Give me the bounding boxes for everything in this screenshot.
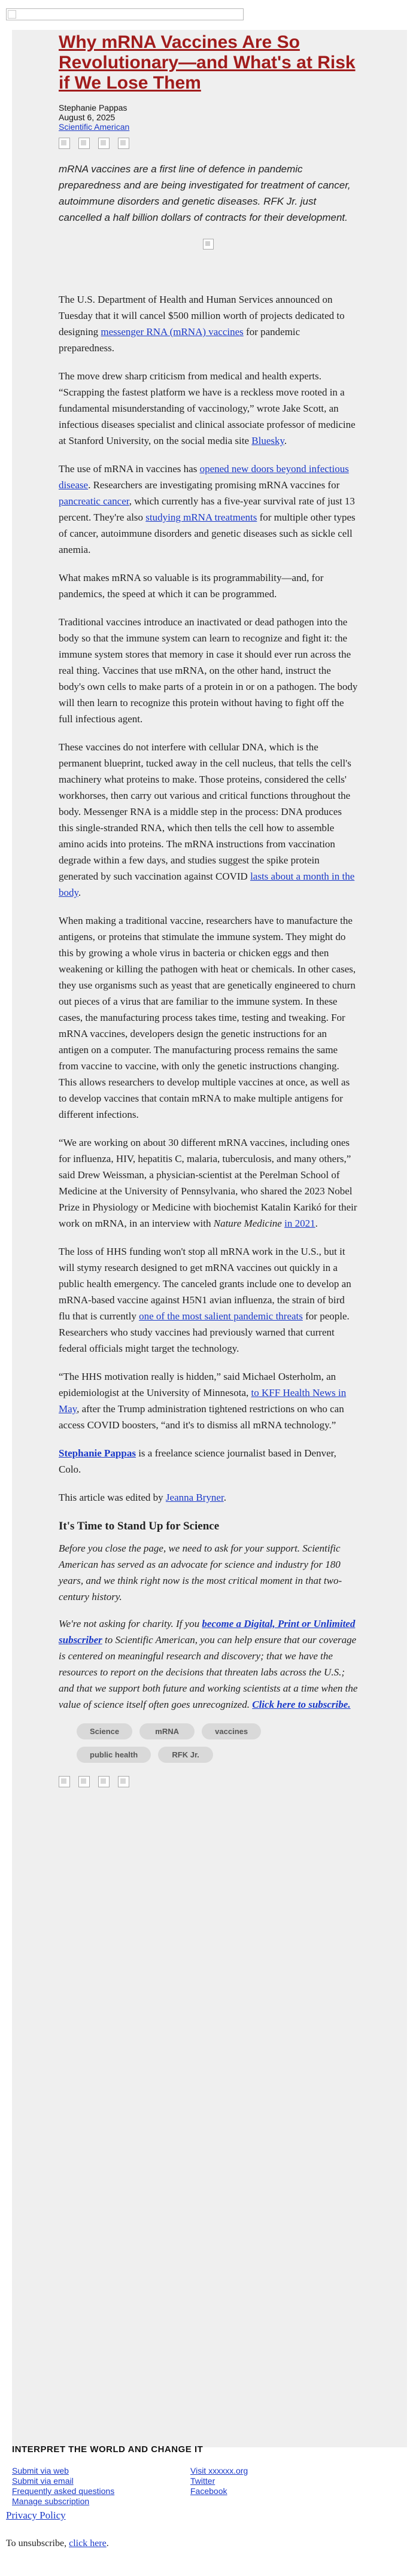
hero-image-icon xyxy=(203,239,214,250)
email-content xyxy=(12,30,407,2447)
share-icon[interactable] xyxy=(98,138,110,149)
article-column xyxy=(59,30,358,1787)
inline-link[interactable]: in 2021 xyxy=(284,1218,315,1229)
editor-link[interactable]: Jeanna Bryner xyxy=(165,1492,224,1503)
inline-link[interactable]: messenger RNA (mRNA) vaccines xyxy=(101,326,244,337)
publication-link[interactable]: Scientific American xyxy=(59,122,130,132)
inline-link[interactable]: to KFF Health News in May xyxy=(59,1387,347,1415)
click-to-subscribe-link[interactable]: Click here to subscribe. xyxy=(252,1699,351,1710)
support-section xyxy=(59,1520,358,1713)
manage-subscription-link[interactable]: Manage subscription xyxy=(12,2496,90,2506)
privacy-policy-link[interactable]: Privacy Policy xyxy=(6,2510,66,2521)
inline-link[interactable]: pancreatic cancer xyxy=(59,495,129,507)
share-icon[interactable] xyxy=(78,1776,90,1787)
article-meta xyxy=(59,103,358,132)
support-paragraph: We're not asking for charity. If you become a Digital, Print or Unlimited subscriber to Scientific American, you can help ensure that our coverage is centered on meaningful research and discovery; that we have the resources to report on the decisions that threaten labs across the U.S.; and that we support both future and working scientists at a time when the value of science itself often goes unrecognized. Click here to subscribe. xyxy=(59,1618,358,1710)
submit-web-link[interactable]: Submit via web xyxy=(12,2466,69,2475)
subscribe-link[interactable]: become a Digital, Print or Unlimited subscriber xyxy=(59,1618,356,1646)
paragraph: What makes mRNA so valuable is its programmability—and, for pandemics, the speed at which it can be programmed. xyxy=(59,572,324,600)
paragraph: When making a traditional vaccine, researchers have to manufacture the antigens, or proteins that stimulate the immune system. They might do this by growing a whole virus in bacteria or chicken eggs and then weakening or killing the pathogen with heat or chemicals. In other cases, they use organisms such as yeast that are genetically engineered to churn out pieces of a virus that are familiar to the immune system. In these cases, the manufacturing process takes time, testing and tweaking. For mRNA vaccines, developers design the genetic instructions for an antigen on a computer. The manufacturing process remains the same from vaccine to vaccine, with only the genetic instructions changing. This allows researchers to develop multiple vaccines at once, as well as to develop vaccines that contain mRNA to make multiple antigens for different infections. xyxy=(59,915,356,1120)
topic-tags xyxy=(77,1723,304,1763)
tag-rfk-jr[interactable]: RFK Jr. xyxy=(158,1747,213,1763)
paragraph: The move drew sharp criticism from medical and health experts. “Scrapping the fastest platform we have is a reckless move rooted in a fundamental misunderstanding of vaccinology,” wrote Jake Scott, an infectious diseases specialist and clinical associate professor of medicine at Stanford University, on the social media site Bluesky. xyxy=(59,370,356,446)
visit-site-link[interactable]: Visit xxxxxx.org xyxy=(190,2466,248,2475)
paragraph: “The HHS motivation really is hidden,” said Michael Osterholm, an epidemiologist at the University of Minnesota, to KFF Health News in May, after the Trump administration tightened restrictions on who can access COVID boosters, “and it's to dismiss all mRNA technology.” xyxy=(59,1371,347,1431)
tag-public-health[interactable]: public health xyxy=(77,1747,151,1763)
publish-date: August 6, 2025 xyxy=(59,112,116,122)
inline-link[interactable]: Bluesky xyxy=(251,435,284,446)
unsubscribe-link[interactable]: click here xyxy=(69,2538,107,2548)
inline-link[interactable]: opened new doors beyond infectious disease xyxy=(59,463,349,491)
inline-link[interactable]: lasts about a month in the body xyxy=(59,871,355,898)
twitter-link[interactable]: Twitter xyxy=(190,2476,215,2486)
broken-image-icon xyxy=(8,10,16,19)
article-deck: mRNA vaccines are a first line of defence in pandemic preparedness and are being investigated for treatment of cancer, autoimmune disorders and genetic diseases. RFK Jr. just cancelled a half billion dollars of contracts for their development. xyxy=(59,163,351,223)
share-icon[interactable] xyxy=(59,138,70,149)
submit-email-link[interactable]: Submit via email xyxy=(12,2476,74,2486)
share-bar-bottom xyxy=(59,1776,358,1787)
footer-links xyxy=(0,2466,383,2506)
legal-section xyxy=(0,2510,419,2549)
article-title[interactable]: Why mRNA Vaccines Are So Revolutionary—and What's at Risk if We Lose Them xyxy=(59,32,356,93)
article-body xyxy=(59,291,358,1506)
paragraph: The use of mRNA in vaccines has opened new doors beyond infectious disease. Researchers are investigating promising mRNA vaccines for pancreatic cancer, which currently has a five-year survival rate of just 13 percent. They're also studying mRNA treatments for multiple other types of cancer, autoimmune disorders and genetic diseases such as sickle cell anemia. xyxy=(59,463,356,555)
share-icon[interactable] xyxy=(118,1776,129,1787)
top-banner xyxy=(0,0,419,20)
paragraph: The U.S. Department of Health and Human Services announced on Tuesday that it will cancel $500 million worth of projects dedicated to designing messenger RNA (mRNA) vaccines for pandemic preparedness. xyxy=(59,294,345,354)
editor-credit: This article was edited by Jeanna Bryner. xyxy=(59,1492,226,1503)
support-paragraph: Before you close the page, we need to ask for your support. Scientific American has served as an advocate for science and industry for 180 years, and we think right now is the most critical moment in that two-century history. xyxy=(59,1543,342,1602)
support-heading: It's Time to Stand Up for Science xyxy=(59,1520,220,1532)
author-name: Stephanie Pappas xyxy=(59,103,127,112)
share-icon[interactable] xyxy=(59,1776,70,1787)
share-icon[interactable] xyxy=(78,138,90,149)
paragraph: Traditional vaccines introduce an inactivated or dead pathogen into the body so that the immune system can learn to recognize and fight it: the immune system stores that memory in case it should ever run across the real thing. Vaccines that use mRNA, on the other hand, instruct the body's own cells to make parts of a protein in or on a pathogen. The body will then learn to recognize this protein without having to fight off the full infectious agent. xyxy=(59,616,358,725)
tag-science[interactable]: Science xyxy=(77,1723,132,1739)
paragraph: These vaccines do not interfere with cellular DNA, which is the permanent blueprint, tucked away in the cell nucleus, that tells the cell's machinery what proteins to make. Those proteins, considered the cells' workhorses, then carry out various and critical functions throughout the body. Messenger RNA is a middle step in the process: DNA produces this single-stranded RNA, which then tells the cell how to assemble amino acids into proteins. The mRNA instructions from vaccination degrade within a few days, and studies suggest the spike protein generated by such vaccination against COVID lasts about a month in the body. xyxy=(59,741,355,898)
author-link[interactable]: Stephanie Pappas xyxy=(59,1447,136,1459)
share-icon[interactable] xyxy=(118,138,129,149)
paragraph: The loss of HHS funding won't stop all mRNA work in the U.S., but it will stymy research designed to get mRNA vaccines out quickly in a public health emergency. The canceled grants include one to develop an mRNA-based vaccine against H5N1 avian influenza, the strain of bird flu that is currently one of the most salient pandemic threats for people. Researchers who study vaccines had previously warned that current federal officials might target the technology. xyxy=(59,1246,351,1354)
facebook-link[interactable]: Facebook xyxy=(190,2486,227,2496)
inline-link[interactable]: one of the most salient pandemic threats xyxy=(139,1310,303,1322)
inline-link[interactable]: studying mRNA treatments xyxy=(145,512,257,523)
author-bio: Stephanie Pappas is a freelance science journalist based in Denver, Colo. xyxy=(59,1447,336,1475)
tag-vaccines[interactable]: vaccines xyxy=(202,1723,261,1739)
header-logo-image[interactable] xyxy=(6,8,244,20)
faq-link[interactable]: Frequently asked questions xyxy=(12,2486,115,2496)
tag-mrna[interactable]: mRNA xyxy=(139,1723,195,1739)
paragraph: “We are working on about 30 different mRNA vaccines, including ones for influenza, HIV, hepatitis C, malaria, tuberculosis, and many others,” said Drew Weissman, a physician-scientist at the Perelman School of Medicine at the University of Pennsylvania, who shared the 2023 Nobel Prize in Physiology or Medicine with biochemist Katalin Karikó for their work on mRNA, in an interview with Nature Medicine in 2021. xyxy=(59,1137,357,1229)
unsubscribe-line: To unsubscribe, click here. xyxy=(6,2538,109,2548)
share-icon[interactable] xyxy=(98,1776,110,1787)
share-bar-top xyxy=(59,138,358,149)
footer-heading: INTERPRET THE WORLD AND CHANGE IT xyxy=(12,2444,204,2455)
